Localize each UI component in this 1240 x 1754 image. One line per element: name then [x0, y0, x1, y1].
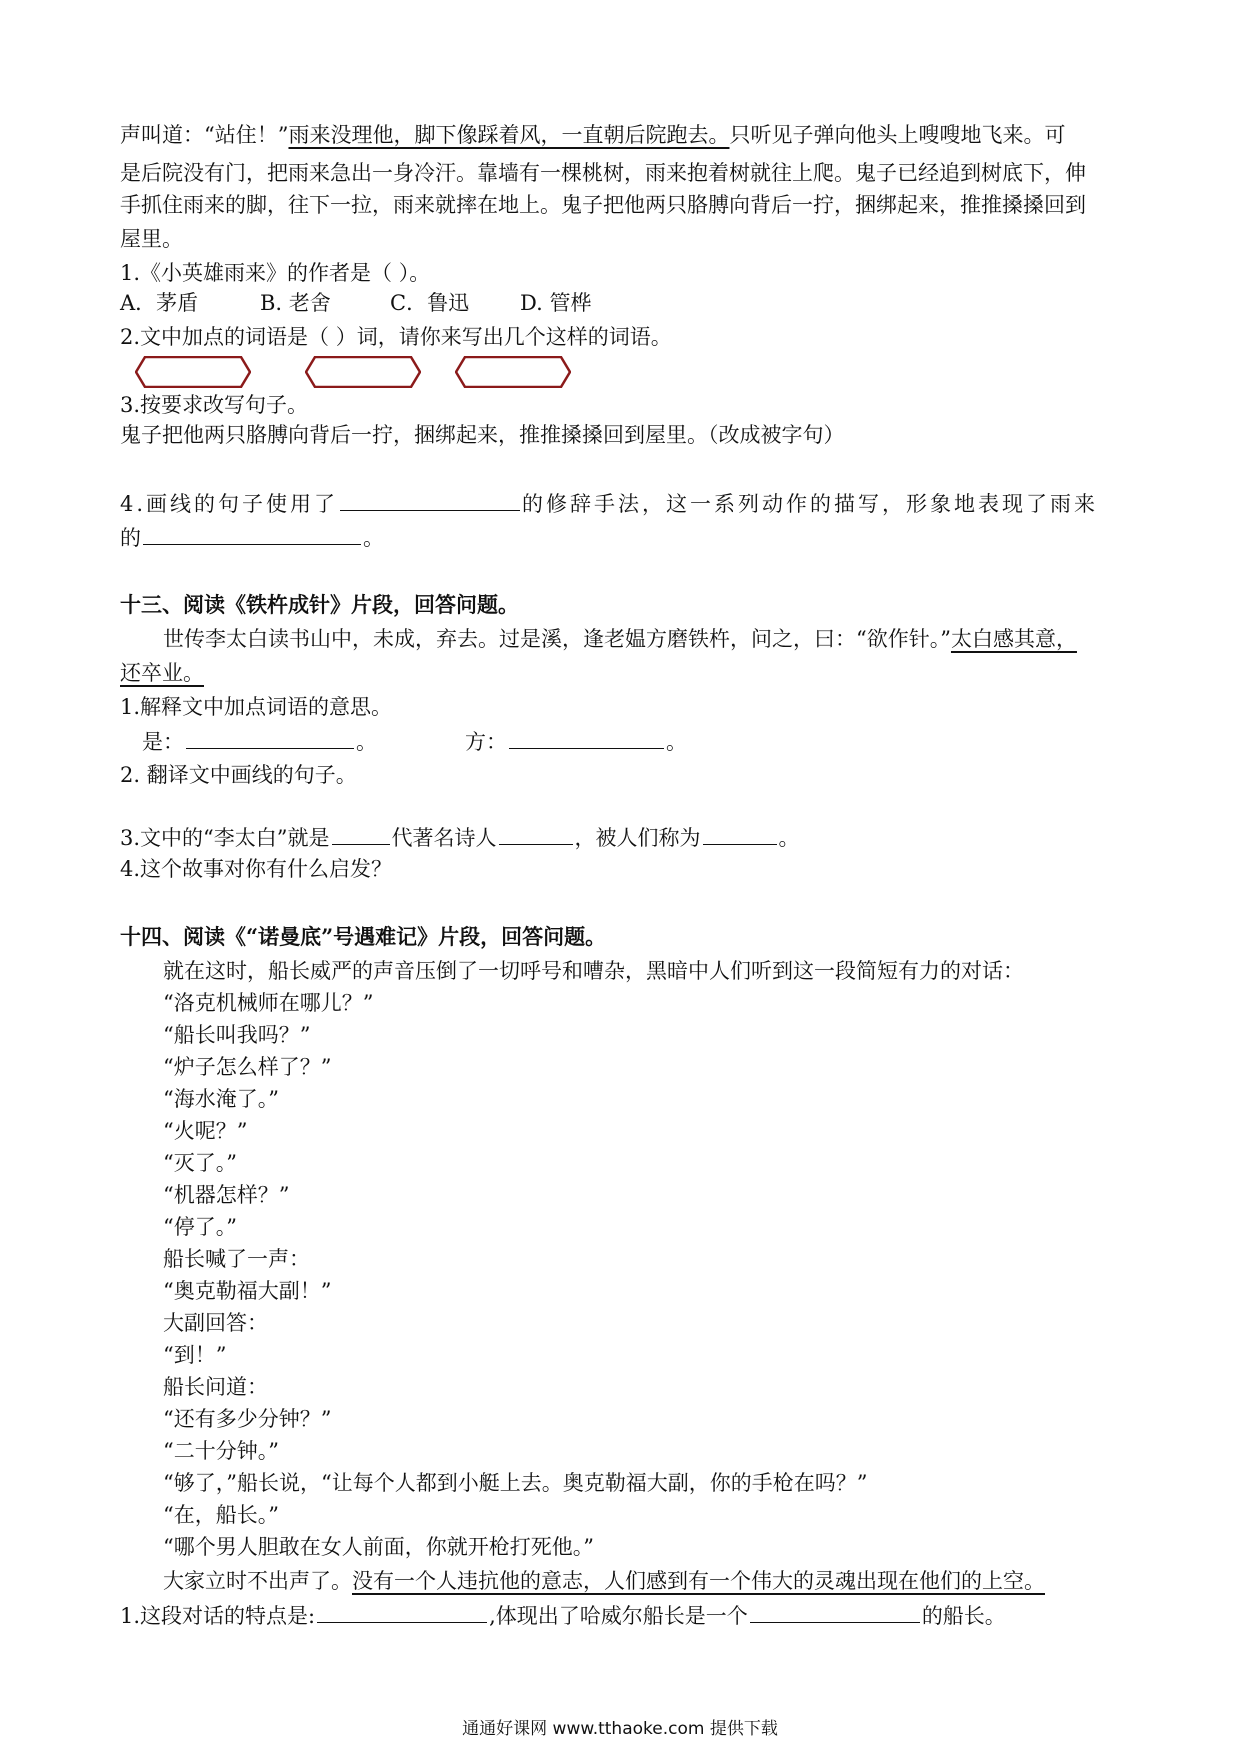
underlined-sentence: 雨来没理他，脚下像踩着风，一直朝后院跑去。: [288, 123, 730, 147]
section-13-q3: 3.文中的“李太白”就是 代著名诗人 ，被人们称为 。: [120, 822, 800, 853]
answer-box[interactable]: [135, 356, 251, 388]
section-14-last: 大家立时不出声了。没有一个人违抗他的意志，人们感到有一个伟大的灵魂出现在他们的上空。: [163, 1569, 1045, 1593]
dialogue-line: “炉子怎么样了？”: [163, 1055, 332, 1079]
dialogue-line: 船长问道：: [163, 1375, 268, 1399]
option-b: B. 老舍: [260, 291, 331, 315]
question-4-cont: 的 。: [120, 522, 384, 553]
dialogue-line: 大副回答：: [163, 1311, 268, 1335]
section-14-q1: 1.这段对话的特点是: ,体现出了哈威尔船长是一个 的船长。: [120, 1600, 1006, 1631]
section-13-q1: 1.解释文中加点词语的意思。: [120, 695, 393, 719]
question-1: 1.《小英雄雨来》的作者是（ ）。: [120, 261, 431, 285]
question-1-options: [120, 288, 591, 318]
underlined-sentence: 太白感其意，: [950, 627, 1077, 651]
answer-blank[interactable]: [750, 1600, 920, 1623]
question-3: 3.按要求改写句子。: [120, 393, 309, 417]
answer-blank[interactable]: [332, 822, 390, 845]
section-14-title: 十四、阅读《“诺曼底”号遇难记》片段，回答问题。: [120, 924, 607, 949]
dialogue-line: “船长叫我吗？”: [163, 1023, 311, 1047]
answer-blank[interactable]: [317, 1600, 487, 1623]
passage-line-1: 声叫道：“站住！”雨来没理他，脚下像踩着风，一直朝后院跑去。只听见子弹向他头上嗖嗖地飞来。可: [120, 123, 1066, 147]
dialogue-line: 船长喊了一声：: [163, 1247, 310, 1271]
dialogue-line: “到！”: [163, 1343, 227, 1367]
underlined-sentence: 还卒业。: [120, 661, 204, 685]
dialogue-line: “洛克机械师在哪儿？”: [163, 991, 374, 1015]
section-13-q4: 4.这个故事对你有什么启发？: [120, 857, 393, 881]
dialogue-line: “火呢？”: [163, 1119, 248, 1143]
answer-blank[interactable]: [703, 822, 777, 845]
section-13-passage-cont: [120, 658, 204, 688]
section-13-q1-answers: 是： 。 方： 。: [142, 726, 687, 757]
answer-blank[interactable]: [340, 488, 520, 511]
dialogue-line: “在，船长。”: [163, 1503, 279, 1527]
answer-box[interactable]: [305, 356, 421, 388]
dialogue-line: “海水淹了。”: [163, 1087, 279, 1111]
section-13-passage: 世传李太白读书山中，未成，弃去。过是溪，逢老媪方磨铁杵，问之，曰：“欲作针。”太白感其意，: [163, 627, 1077, 651]
dialogue-line: “灭了。”: [163, 1151, 237, 1175]
dialogue-line: “够了，”船长说，“让每个人都到小艇上去。奥克勒福大副，你的手枪在吗？”: [163, 1471, 868, 1495]
answer-blank[interactable]: [186, 726, 354, 749]
dialogue-line: “哪个男人胆敢在女人前面，你就开枪打死他。”: [163, 1535, 594, 1559]
option-a: A．茅盾: [120, 291, 199, 315]
question-2: 2.文中加点的词语是（ ）词，请你来写出几个这样的词语。: [120, 325, 672, 349]
section-14-intro: 就在这时，船长威严的声音压倒了一切呼号和嘈杂，黑暗中人们听到这一段简短有力的对话：: [163, 959, 1024, 983]
underlined-sentence: 没有一个人违抗他的意志，人们感到有一个伟大的灵魂出现在他们的上空。: [352, 1569, 1045, 1593]
dialogue-line: “奥克勒福大副！”: [163, 1279, 332, 1303]
section-13-title: 十三、阅读《铁杵成针》片段，回答问题。: [120, 592, 519, 617]
answer-blank[interactable]: [143, 522, 361, 545]
passage-line-2: 是后院没有门，把雨来急出一身冷汗。靠墙有一棵桃树，雨来抱着树就往上爬。鬼子已经追到树底下，伸: [120, 161, 1086, 185]
hex-color-swatch: [600, 356, 601, 357]
answer-blank[interactable]: [499, 822, 573, 845]
question-4: 4.画线的句子使用了 的修辞手法，这一系列动作的描写，形象地表现了雨来: [120, 488, 1098, 519]
question-3-sentence: 鬼子把他两只胳膊向背后一拧，捆绑起来，推推搡搡回到屋里。（改成被字句）: [120, 423, 845, 447]
passage-line-3: 手抓住雨来的脚，往下一拉，雨来就摔在地上。鬼子把他两只胳膊向背后一拧，捆绑起来，推推搡搡回到: [120, 193, 1086, 217]
dialogue-line: “停了。”: [163, 1215, 237, 1239]
section-13-q2: 2. 翻译文中画线的句子。: [120, 763, 357, 787]
passage-line-4: 屋里。: [120, 227, 183, 251]
page-footer: 通通好课网 www.tthaoke.com 提供下载: [462, 1719, 778, 1739]
dialogue-line: “还有多少分钟？”: [163, 1407, 332, 1431]
answer-blank[interactable]: [509, 726, 664, 749]
option-d: D. 管桦: [520, 291, 592, 315]
dialogue-line: “机器怎样？”: [163, 1183, 290, 1207]
dialogue-line: “二十分钟。”: [163, 1439, 279, 1463]
option-c: C．鲁迅: [390, 291, 470, 315]
answer-box[interactable]: [455, 356, 571, 388]
